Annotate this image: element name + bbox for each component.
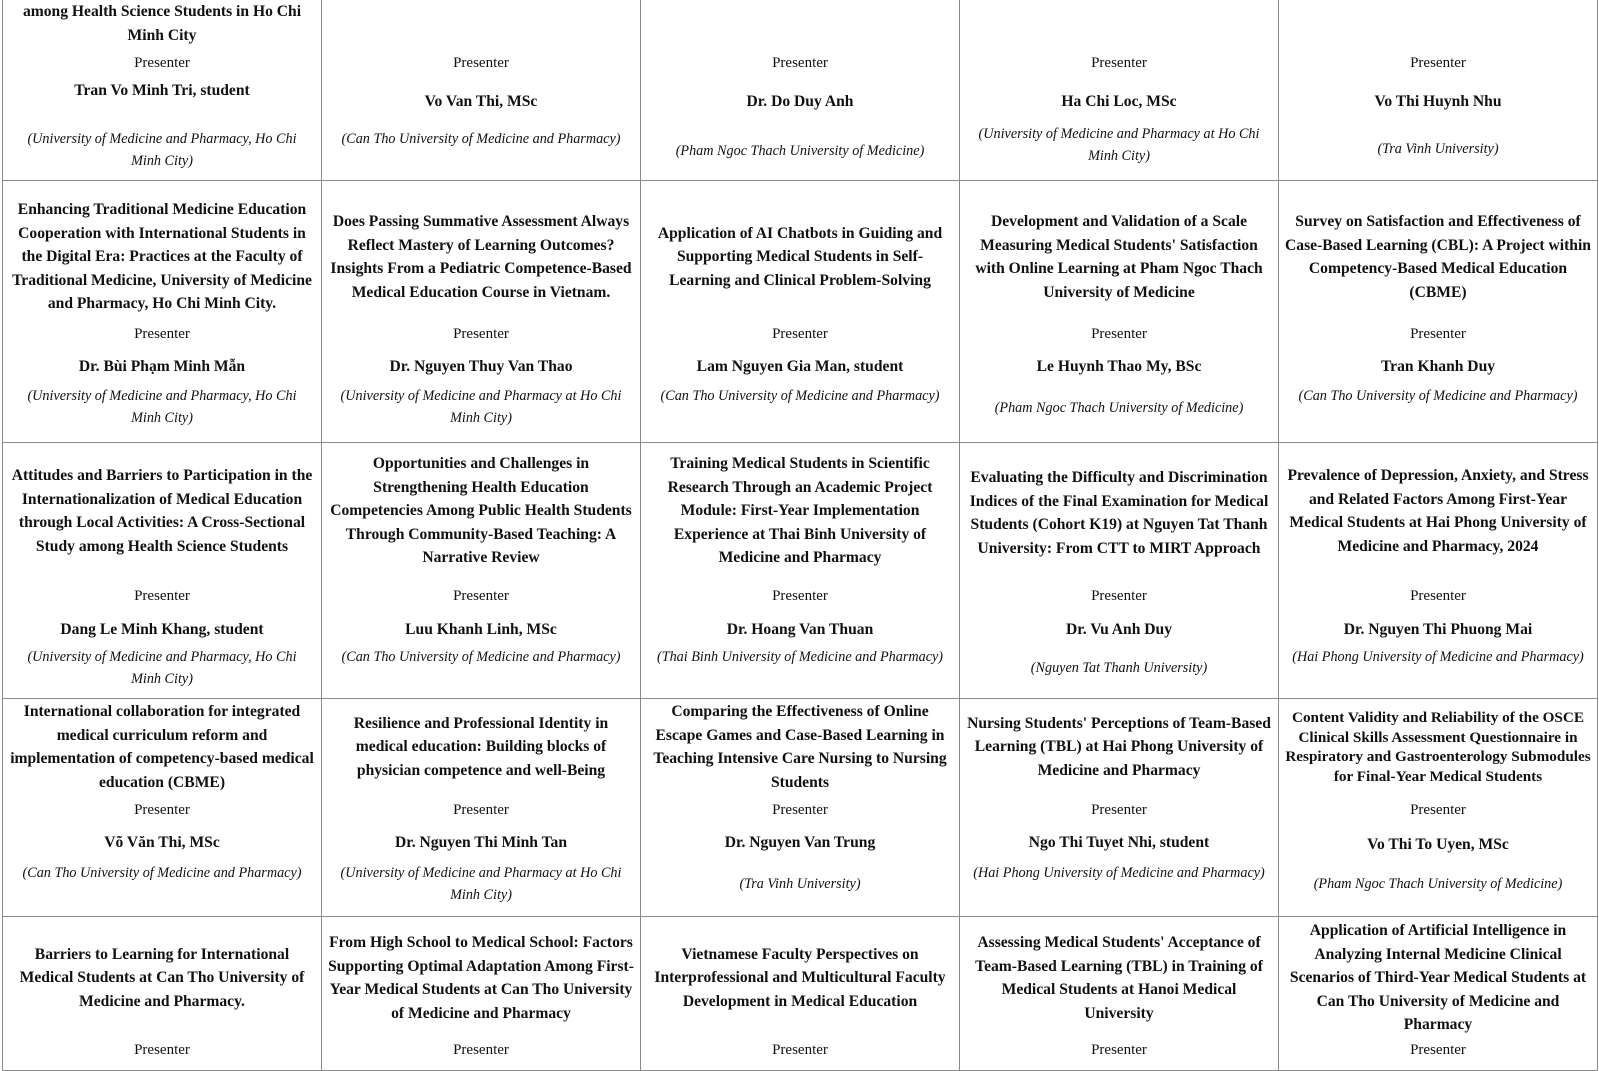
presenter-label: Presenter	[134, 55, 190, 71]
presenter-name: Tran Khanh Duy	[1380, 358, 1496, 375]
presenter-affiliation: (Can Tho University of Medicine and Pharmacy)	[660, 388, 940, 404]
presentation-title: Attitudes and Barriers to Participation in the Internationalization of Medical Education through Local Activities: A Cross-Sectional Study among Health Science Students	[11, 467, 313, 555]
presenter-name: Vo Van Thi, MSc	[424, 93, 538, 110]
table-cell	[322, 181, 641, 443]
presenter-name: Ha Chi Loc, MSc	[1061, 93, 1177, 110]
presenter-affiliation: (Tra Vinh University)	[739, 876, 861, 892]
presenter-affiliation: (University of Medicine and Pharmacy, Ho Chi Minh City)	[27, 388, 297, 426]
presenter-affiliation: (Hai Phong University of Medicine and Pharmacy)	[973, 865, 1265, 881]
presenter-label: Presenter	[1091, 802, 1147, 818]
presenter-label: Presenter	[453, 326, 509, 342]
table-cell	[1279, 699, 1598, 917]
presenter-affiliation: (Hai Phong University of Medicine and Pharmacy)	[1292, 649, 1584, 665]
presenter-affiliation: (Pham Ngoc Thach University of Medicine)	[1313, 876, 1563, 892]
presenter-affiliation: (University of Medicine and Pharmacy, Ho Chi Minh City)	[27, 649, 297, 687]
table-cell	[3, 917, 322, 1071]
table-cell	[3, 0, 322, 181]
presentation-title: Enhancing Traditional Medicine Education Cooperation with International Students in the Digital Era: Practices at the Faculty of Traditional Medicine, University of Medicine and Pharmacy, Ho Chi Minh City.	[12, 201, 312, 313]
presenter-label: Presenter	[1410, 1042, 1466, 1058]
presenter-affiliation: (Nguyen Tat Thanh University)	[1030, 660, 1208, 676]
table-cell	[1279, 917, 1598, 1071]
presenter-name: Dr. Nguyen Thi Minh Tan	[394, 834, 568, 851]
presenter-name: Lam Nguyen Gia Man, student	[696, 358, 904, 375]
presenter-name: Luu Khanh Linh, MSc	[405, 621, 557, 638]
table-cell	[322, 699, 641, 917]
presenter-affiliation: (University of Medicine and Pharmacy at Ho Chi Minh City)	[340, 388, 622, 426]
presentation-title: Content Validity and Reliability of the OSCE Clinical Skills Assessment Questionnaire in Respiratory and Gastroenterology Submodules for Final-Year Medical Students	[1285, 709, 1591, 785]
presentation-title: among Health Science Students in Ho Chi Minh City	[22, 3, 302, 44]
presenter-affiliation: (Tra Vinh University)	[1377, 141, 1499, 157]
table-cell	[322, 443, 641, 699]
presentation-title: From High School to Medical School: Factors Supporting Optimal Adaptation Among First-Year Medical Students at Can Tho University of Medicine and Pharmacy	[328, 934, 634, 1022]
presenter-affiliation: (Pham Ngoc Thach University of Medicine)	[675, 143, 925, 159]
presenter-label: Presenter	[453, 588, 509, 604]
table-cell	[641, 443, 960, 699]
presentation-title: Does Passing Summative Assessment Always Reflect Mastery of Learning Outcomes? Insights From a Pediatric Competence-Based Medical Education Course in Vietnam.	[330, 213, 632, 301]
presentation-title: Vietnamese Faculty Perspectives on Interprofessional and Multicultural Faculty Development in Medical Education	[654, 945, 946, 1010]
presenter-affiliation: (University of Medicine and Pharmacy, Ho Chi Minh City)	[27, 131, 297, 169]
presenter-name: Dr. Vu Anh Duy	[1065, 621, 1173, 638]
presenter-label: Presenter	[1091, 326, 1147, 342]
presentation-title: Comparing the Effectiveness of Online Escape Games and Case-Based Learning in Teaching Intensive Care Nursing to Nursing Students	[653, 703, 947, 791]
table-cell	[1279, 0, 1598, 181]
presenter-label: Presenter	[453, 1042, 509, 1058]
table-cell	[641, 699, 960, 917]
presenter-label: Presenter	[1091, 588, 1147, 604]
table-cell	[641, 0, 960, 181]
presenter-name: Dr. Do Duy Anh	[746, 93, 854, 110]
presentation-schedule-table	[2, 0, 1598, 1071]
table-cell	[1279, 181, 1598, 443]
presenter-label: Presenter	[453, 802, 509, 818]
presenter-label: Presenter	[1410, 326, 1466, 342]
presentation-title: Opportunities and Challenges in Strengthening Health Education Competencies Among Public Health Students Through Community-Based Teaching: A Narrative Review	[330, 455, 632, 567]
presenter-affiliation: (Can Tho University of Medicine and Pharmacy)	[1298, 388, 1578, 404]
table-cell	[960, 917, 1279, 1071]
presenter-affiliation: (University of Medicine and Pharmacy at Ho Chi Minh City)	[978, 126, 1260, 164]
presenter-label: Presenter	[1091, 55, 1147, 71]
presenter-label: Presenter	[1091, 1042, 1147, 1058]
presenter-name: Dr. Bùi Phạm Minh Mẫn	[78, 358, 246, 375]
presenter-name: Vo Thi Huynh Nhu	[1374, 93, 1502, 110]
presenter-label: Presenter	[772, 55, 828, 71]
presentation-title: Resilience and Professional Identity in medical education: Building blocks of physician competence and well-Being	[353, 714, 609, 779]
table-cell	[3, 699, 322, 917]
table-cell	[960, 443, 1279, 699]
presenter-label: Presenter	[453, 55, 509, 71]
table-cell	[1279, 443, 1598, 699]
presenter-label: Presenter	[134, 326, 190, 342]
presentation-title: International collaboration for integrated medical curriculum reform and implementation of competency-based medical education (CBME)	[10, 703, 314, 791]
presentation-title: Assessing Medical Students' Acceptance of Team-Based Learning (TBL) in Training of Medical Students at Hanoi Medical University	[975, 934, 1263, 1022]
presenter-name: Dr. Hoang Van Thuan	[726, 621, 874, 638]
table-cell	[960, 699, 1279, 917]
presenter-label: Presenter	[772, 1042, 828, 1058]
presenter-affiliation: (Can Tho University of Medicine and Pharmacy)	[341, 131, 621, 147]
presentation-title: Development and Validation of a Scale Measuring Medical Students' Satisfaction with Online Learning at Pham Ngoc Thach University of Medicine	[975, 213, 1263, 301]
table-cell	[322, 917, 641, 1071]
presenter-name: Vo Thi To Uyen, MSc	[1367, 836, 1509, 853]
presenter-label: Presenter	[1410, 588, 1466, 604]
presenter-name: Võ Văn Thi, MSc	[104, 834, 220, 851]
presenter-label: Presenter	[772, 588, 828, 604]
presenter-name: Le Huynh Thao My, BSc	[1036, 358, 1202, 375]
presenter-name: Dr. Nguyen Thuy Van Thao	[389, 358, 573, 375]
presenter-label: Presenter	[772, 326, 828, 342]
presenter-label: Presenter	[134, 1042, 190, 1058]
presenter-label: Presenter	[134, 802, 190, 818]
presenter-affiliation: (University of Medicine and Pharmacy at Ho Chi Minh City)	[340, 865, 622, 903]
presenter-label: Presenter	[1410, 55, 1466, 71]
presenter-affiliation: (Can Tho University of Medicine and Pharmacy)	[22, 865, 302, 881]
presenter-name: Dr. Nguyen Thi Phuong Mai	[1343, 621, 1533, 638]
presenter-name: Dang Le Minh Khang, student	[60, 621, 264, 638]
presentation-title: Nursing Students' Perceptions of Team-Based Learning (TBL) at Hai Phong University of Medicine and Pharmacy	[967, 714, 1271, 779]
presenter-affiliation: (Pham Ngoc Thach University of Medicine)	[994, 400, 1244, 416]
table-cell	[641, 917, 960, 1071]
presentation-title: Prevalence of Depression, Anxiety, and Stress and Related Factors Among First-Year Medical Students at Hai Phong University of Medicine and Pharmacy, 2024	[1287, 467, 1589, 555]
presentation-title: Application of Artificial Intelligence in Analyzing Internal Medicine Clinical Scenarios of Third-Year Medical Students at Can Tho University of Medicine and Pharmacy	[1289, 922, 1587, 1034]
presentation-title: Training Medical Students in Scientific Research Through an Academic Project Module: First-Year Implementation Experience at Thai Binh University of Medicine and Pharmacy	[667, 455, 933, 567]
presenter-name: Ngo Thi Tuyet Nhi, student	[1028, 834, 1210, 851]
table-cell	[3, 181, 322, 443]
presenter-affiliation: (Thai Binh University of Medicine and Pharmacy)	[656, 649, 944, 665]
presentation-title: Barriers to Learning for International Medical Students at Can Tho University of Medicine and Pharmacy.	[19, 945, 305, 1010]
table-cell	[3, 443, 322, 699]
presenter-label: Presenter	[1410, 802, 1466, 818]
presenter-affiliation: (Can Tho University of Medicine and Pharmacy)	[341, 649, 621, 665]
presenter-name: Dr. Nguyen Van Trung	[724, 834, 876, 851]
presenter-name: Tran Vo Minh Tri, student	[74, 82, 250, 99]
table-cell	[960, 181, 1279, 443]
presentation-title: Evaluating the Difficulty and Discrimination Indices of the Final Examination for Medical Students (Cohort K19) at Nguyen Tat Thanh University: From CTT to MIRT Approach	[969, 469, 1269, 557]
presenter-label: Presenter	[134, 588, 190, 604]
presentation-title: Survey on Satisfaction and Effectiveness of Case-Based Learning (CBL): A Project within Competency-Based Medical Education (CBME)	[1285, 213, 1591, 301]
table-cell	[641, 181, 960, 443]
table-cell	[322, 0, 641, 181]
presentation-title: Application of AI Chatbots in Guiding and Supporting Medical Students in Self-Learning and Clinical Problem-Solving	[657, 224, 943, 289]
presenter-label: Presenter	[772, 802, 828, 818]
table-cell	[960, 0, 1279, 181]
